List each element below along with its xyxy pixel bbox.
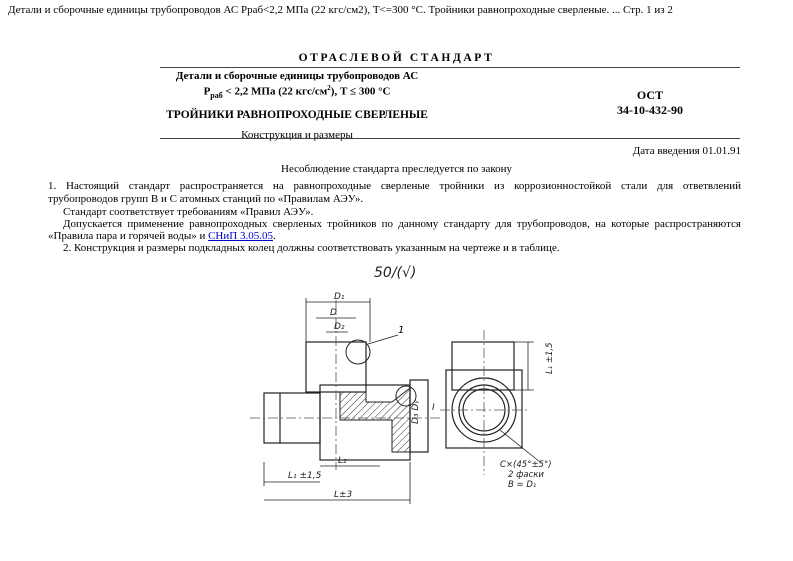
paragraph-1-line-2: трубопроводов групп В и С атомных станций по «Правилам АЭУ». — [48, 193, 364, 205]
dim-D: D — [330, 308, 337, 318]
legal-notice: Несоблюдение стандарта преследуется по закону — [281, 163, 512, 175]
callout-1: 1 — [398, 325, 405, 336]
dim-I: I — [432, 403, 435, 413]
paragraph-3-line-1: Допускается применение равнопроходных сверленых тройников по данному стандарту для трубопроводов, на которые распространяются — [63, 218, 741, 230]
standard-subtitle: Конструкция и размеры — [241, 128, 353, 141]
title-line-1: Детали и сборочные единицы трубопроводов АС — [175, 70, 419, 82]
chamfer-note-3: B = D₁ — [508, 480, 537, 490]
dim-L2: L₂ — [338, 456, 347, 466]
chamfer-note-1: C×(45°±5°) — [500, 460, 552, 470]
dim-L-total: L±3 — [334, 490, 353, 500]
paragraph-4: 2. Конструкция и размеры подкладных колец должны соответствовать указанным на чертеже и в таблице. — [63, 242, 560, 254]
snip-link[interactable]: СНиП 3.05.05 — [208, 230, 273, 242]
section-hatch — [340, 388, 410, 452]
title-line-2: $Р_{раб} < 2,2$ МПа (22 кгс/$см^2$), Т ≤ 300 °С — [203, 84, 391, 100]
paragraph-1-line-1: 1. Настоящий стандарт распространяется на равнопроходные сверленые тройники из коррозионностойкой стали для ответвлений — [48, 180, 741, 192]
dim-D1: D₁ — [334, 292, 345, 302]
intro-date: Дата введения 01.01.91 — [632, 145, 741, 157]
side-boss — [452, 342, 514, 390]
standard-name: ТРОЙНИКИ РАВНОПРОХОДНЫЕ СВЕРЛЕНЫЕ — [166, 108, 428, 121]
chamfer-note-2: 2 фаски — [508, 470, 544, 480]
dim-D2: D₂ — [334, 322, 345, 332]
dim-L1-right: L₁ ±1,5 — [545, 342, 555, 374]
paragraph-2: Стандарт соответствует требованиям «Правил АЭУ». — [63, 206, 314, 218]
roughness-mark: 50/(√) — [374, 265, 417, 281]
paragraph-3-line-2: «Правила пара и горячей воды» и СНиП 3.05.05. — [48, 230, 276, 242]
standard-type-heading: ОТРАСЛЕВОЙ СТАНДАРТ — [298, 52, 495, 64]
dim-L1-bottom: L₁ ±1,5 — [288, 471, 322, 481]
page-header: Детали и сборочные единицы трубопроводов АС Рраб<2,2 МПа (22 кгс/см2), Т<=300 °С. Тройники равнопроходные сверленые. ... Стр. 1 из 2 — [8, 4, 673, 16]
code-number: 34-10-432-90 — [617, 103, 683, 117]
dim-D3-Dy: D₃ Dᵧ — [411, 400, 421, 424]
code-label: ОСТ — [636, 88, 664, 102]
